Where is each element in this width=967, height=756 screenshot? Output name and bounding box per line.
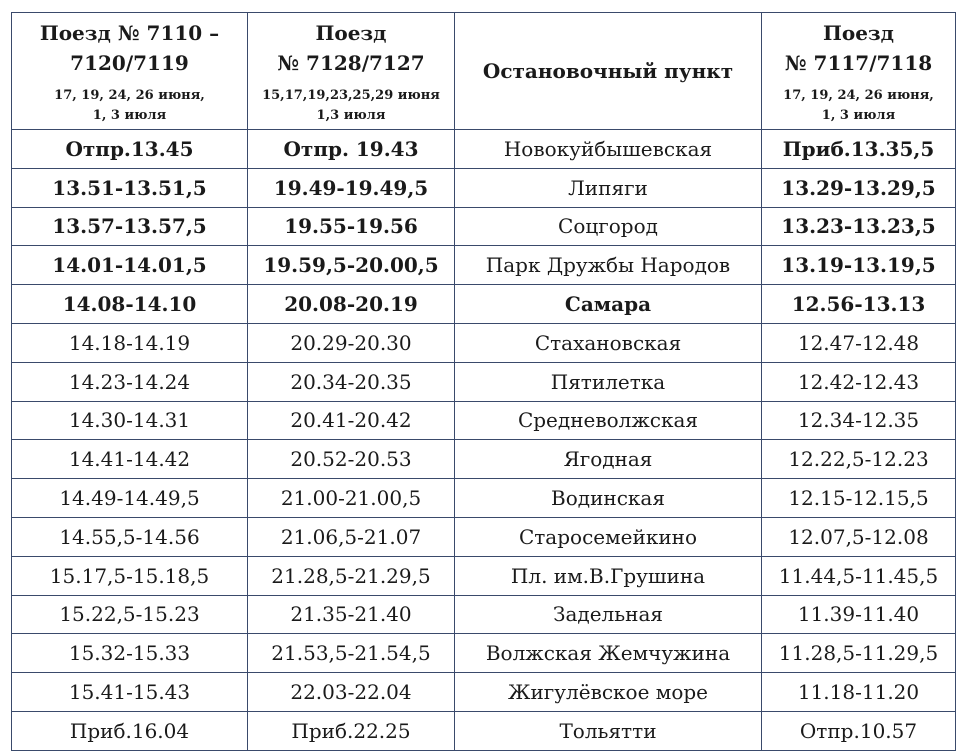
train-7128-time: 20.34-20.35	[248, 362, 455, 401]
train-7117-time: 13.29-13.29,5	[762, 168, 956, 207]
stop-name: Пятилетка	[455, 362, 762, 401]
train-schedule-table	[11, 12, 956, 751]
stop-name: Водинская	[455, 479, 762, 518]
train-7117-time: 12.07,5-12.08	[762, 517, 956, 556]
stop-name: Задельная	[455, 595, 762, 634]
train-7128-time: Отпр. 19.43	[248, 130, 455, 169]
train-7128-time: 19.49-19.49,5	[248, 168, 455, 207]
train-7110-time: 14.30-14.31	[12, 401, 248, 440]
train-7110-time: Приб.16.04	[12, 711, 248, 750]
train-7117-time: 11.28,5-11.29,5	[762, 634, 956, 673]
train-7117-time: 12.42-12.43	[762, 362, 956, 401]
stop-name: Соцгород	[455, 207, 762, 246]
table-row	[12, 556, 956, 595]
train-7128-time: 20.08-20.19	[248, 285, 455, 324]
train-7110-time: 13.51-13.51,5	[12, 168, 248, 207]
train-7110-time: 14.55,5-14.56	[12, 517, 248, 556]
train-7110-header	[12, 13, 248, 84]
train-7110-title-line1: Поезд № 7110 –	[39, 21, 220, 45]
table-row	[12, 517, 956, 556]
train-7128-time: 20.29-20.30	[248, 323, 455, 362]
stop-point-title: Остановочный пункт	[482, 59, 734, 83]
train-7110-dates-line1: 17, 19, 24, 26 июня,	[54, 88, 205, 103]
train-7128-time: 21.53,5-21.54,5	[248, 634, 455, 673]
table-row	[12, 711, 956, 750]
table-row	[12, 285, 956, 324]
table-row	[12, 168, 956, 207]
train-7110-time: 15.22,5-15.23	[12, 595, 248, 634]
train-7110-time: 14.41-14.42	[12, 440, 248, 479]
train-7117-time: 11.39-11.40	[762, 595, 956, 634]
table-row	[12, 673, 956, 712]
train-7128-title-line1: Поезд	[315, 21, 387, 45]
stop-name: Липяги	[455, 168, 762, 207]
stop-name: Ягодная	[455, 440, 762, 479]
table-row	[12, 479, 956, 518]
train-7117-title-line1: Поезд	[822, 21, 895, 45]
table-row	[12, 595, 956, 634]
train-7117-time: Отпр.10.57	[762, 711, 956, 750]
stop-name: Пл. им.В.Грушина	[455, 556, 762, 595]
table-row	[12, 362, 956, 401]
train-7128-dates-line1: 15,17,19,23,25,29 июня	[262, 88, 440, 103]
stop-name: Новокуйбышевская	[455, 130, 762, 169]
train-7110-title-line2: 7120/7119	[70, 51, 189, 75]
train-7117-time: 12.15-12.15,5	[762, 479, 956, 518]
train-7117-title-line2: № 7117/7118	[784, 51, 933, 75]
train-7110-dates	[12, 83, 248, 130]
table-row	[12, 207, 956, 246]
train-7128-header	[248, 13, 455, 84]
train-7128-dates	[248, 83, 455, 130]
table-row	[12, 323, 956, 362]
stop-name: Самара	[455, 285, 762, 324]
table-row	[12, 130, 956, 169]
train-7117-time: 13.23-13.23,5	[762, 207, 956, 246]
train-7117-time: 12.22,5-12.23	[762, 440, 956, 479]
train-7117-dates	[762, 83, 956, 130]
train-7117-time: 12.47-12.48	[762, 323, 956, 362]
train-7128-dates-line2: 1,3 июля	[316, 108, 386, 123]
train-7128-time: 20.52-20.53	[248, 440, 455, 479]
stop-name: Парк Дружбы Народов	[455, 246, 762, 285]
train-7117-time: 11.18-11.20	[762, 673, 956, 712]
train-7110-time: 14.23-14.24	[12, 362, 248, 401]
train-7117-time: 12.34-12.35	[762, 401, 956, 440]
train-7110-time: 14.01-14.01,5	[12, 246, 248, 285]
stop-name: Тольятти	[455, 711, 762, 750]
stop-name: Волжская Жемчужина	[455, 634, 762, 673]
train-7110-time: 14.18-14.19	[12, 323, 248, 362]
stop-name: Жигулёвское море	[455, 673, 762, 712]
train-7128-time: 19.59,5-20.00,5	[248, 246, 455, 285]
stop-name: Стахановская	[455, 323, 762, 362]
train-7128-time: 21.06,5-21.07	[248, 517, 455, 556]
train-7128-title-line2: № 7128/7127	[277, 51, 425, 75]
stop-point-header	[455, 13, 762, 130]
table-row	[12, 246, 956, 285]
table-row	[12, 401, 956, 440]
train-7110-time: 15.32-15.33	[12, 634, 248, 673]
train-7110-time: 14.49-14.49,5	[12, 479, 248, 518]
train-7110-time: 15.41-15.43	[12, 673, 248, 712]
train-7110-time: 15.17,5-15.18,5	[12, 556, 248, 595]
train-7110-time: 14.08-14.10	[12, 285, 248, 324]
table-row	[12, 440, 956, 479]
train-7128-time: 21.35-21.40	[248, 595, 455, 634]
stop-name: Средневолжская	[455, 401, 762, 440]
train-7117-time: 11.44,5-11.45,5	[762, 556, 956, 595]
train-7117-time: 13.19-13.19,5	[762, 246, 956, 285]
train-7117-dates-line1: 17, 19, 24, 26 июня,	[783, 88, 934, 103]
train-7128-time: Приб.22.25	[248, 711, 455, 750]
train-7110-dates-line2: 1, 3 июля	[92, 108, 167, 123]
train-7128-time: 21.00-21.00,5	[248, 479, 455, 518]
train-7128-time: 20.41-20.42	[248, 401, 455, 440]
train-7128-time: 22.03-22.04	[248, 673, 455, 712]
train-7128-time: 21.28,5-21.29,5	[248, 556, 455, 595]
train-7128-time: 19.55-19.56	[248, 207, 455, 246]
train-7117-header	[762, 13, 956, 84]
train-7117-time: 12.56-13.13	[762, 285, 956, 324]
train-7117-dates-line2: 1, 3 июля	[821, 108, 896, 123]
train-7110-time: 13.57-13.57,5	[12, 207, 248, 246]
schedule-body	[12, 130, 956, 751]
table-row	[12, 634, 956, 673]
train-7110-time: Отпр.13.45	[12, 130, 248, 169]
stop-name: Старосемейкино	[455, 517, 762, 556]
header-title-row	[12, 13, 956, 84]
train-7117-time: Приб.13.35,5	[762, 130, 956, 169]
